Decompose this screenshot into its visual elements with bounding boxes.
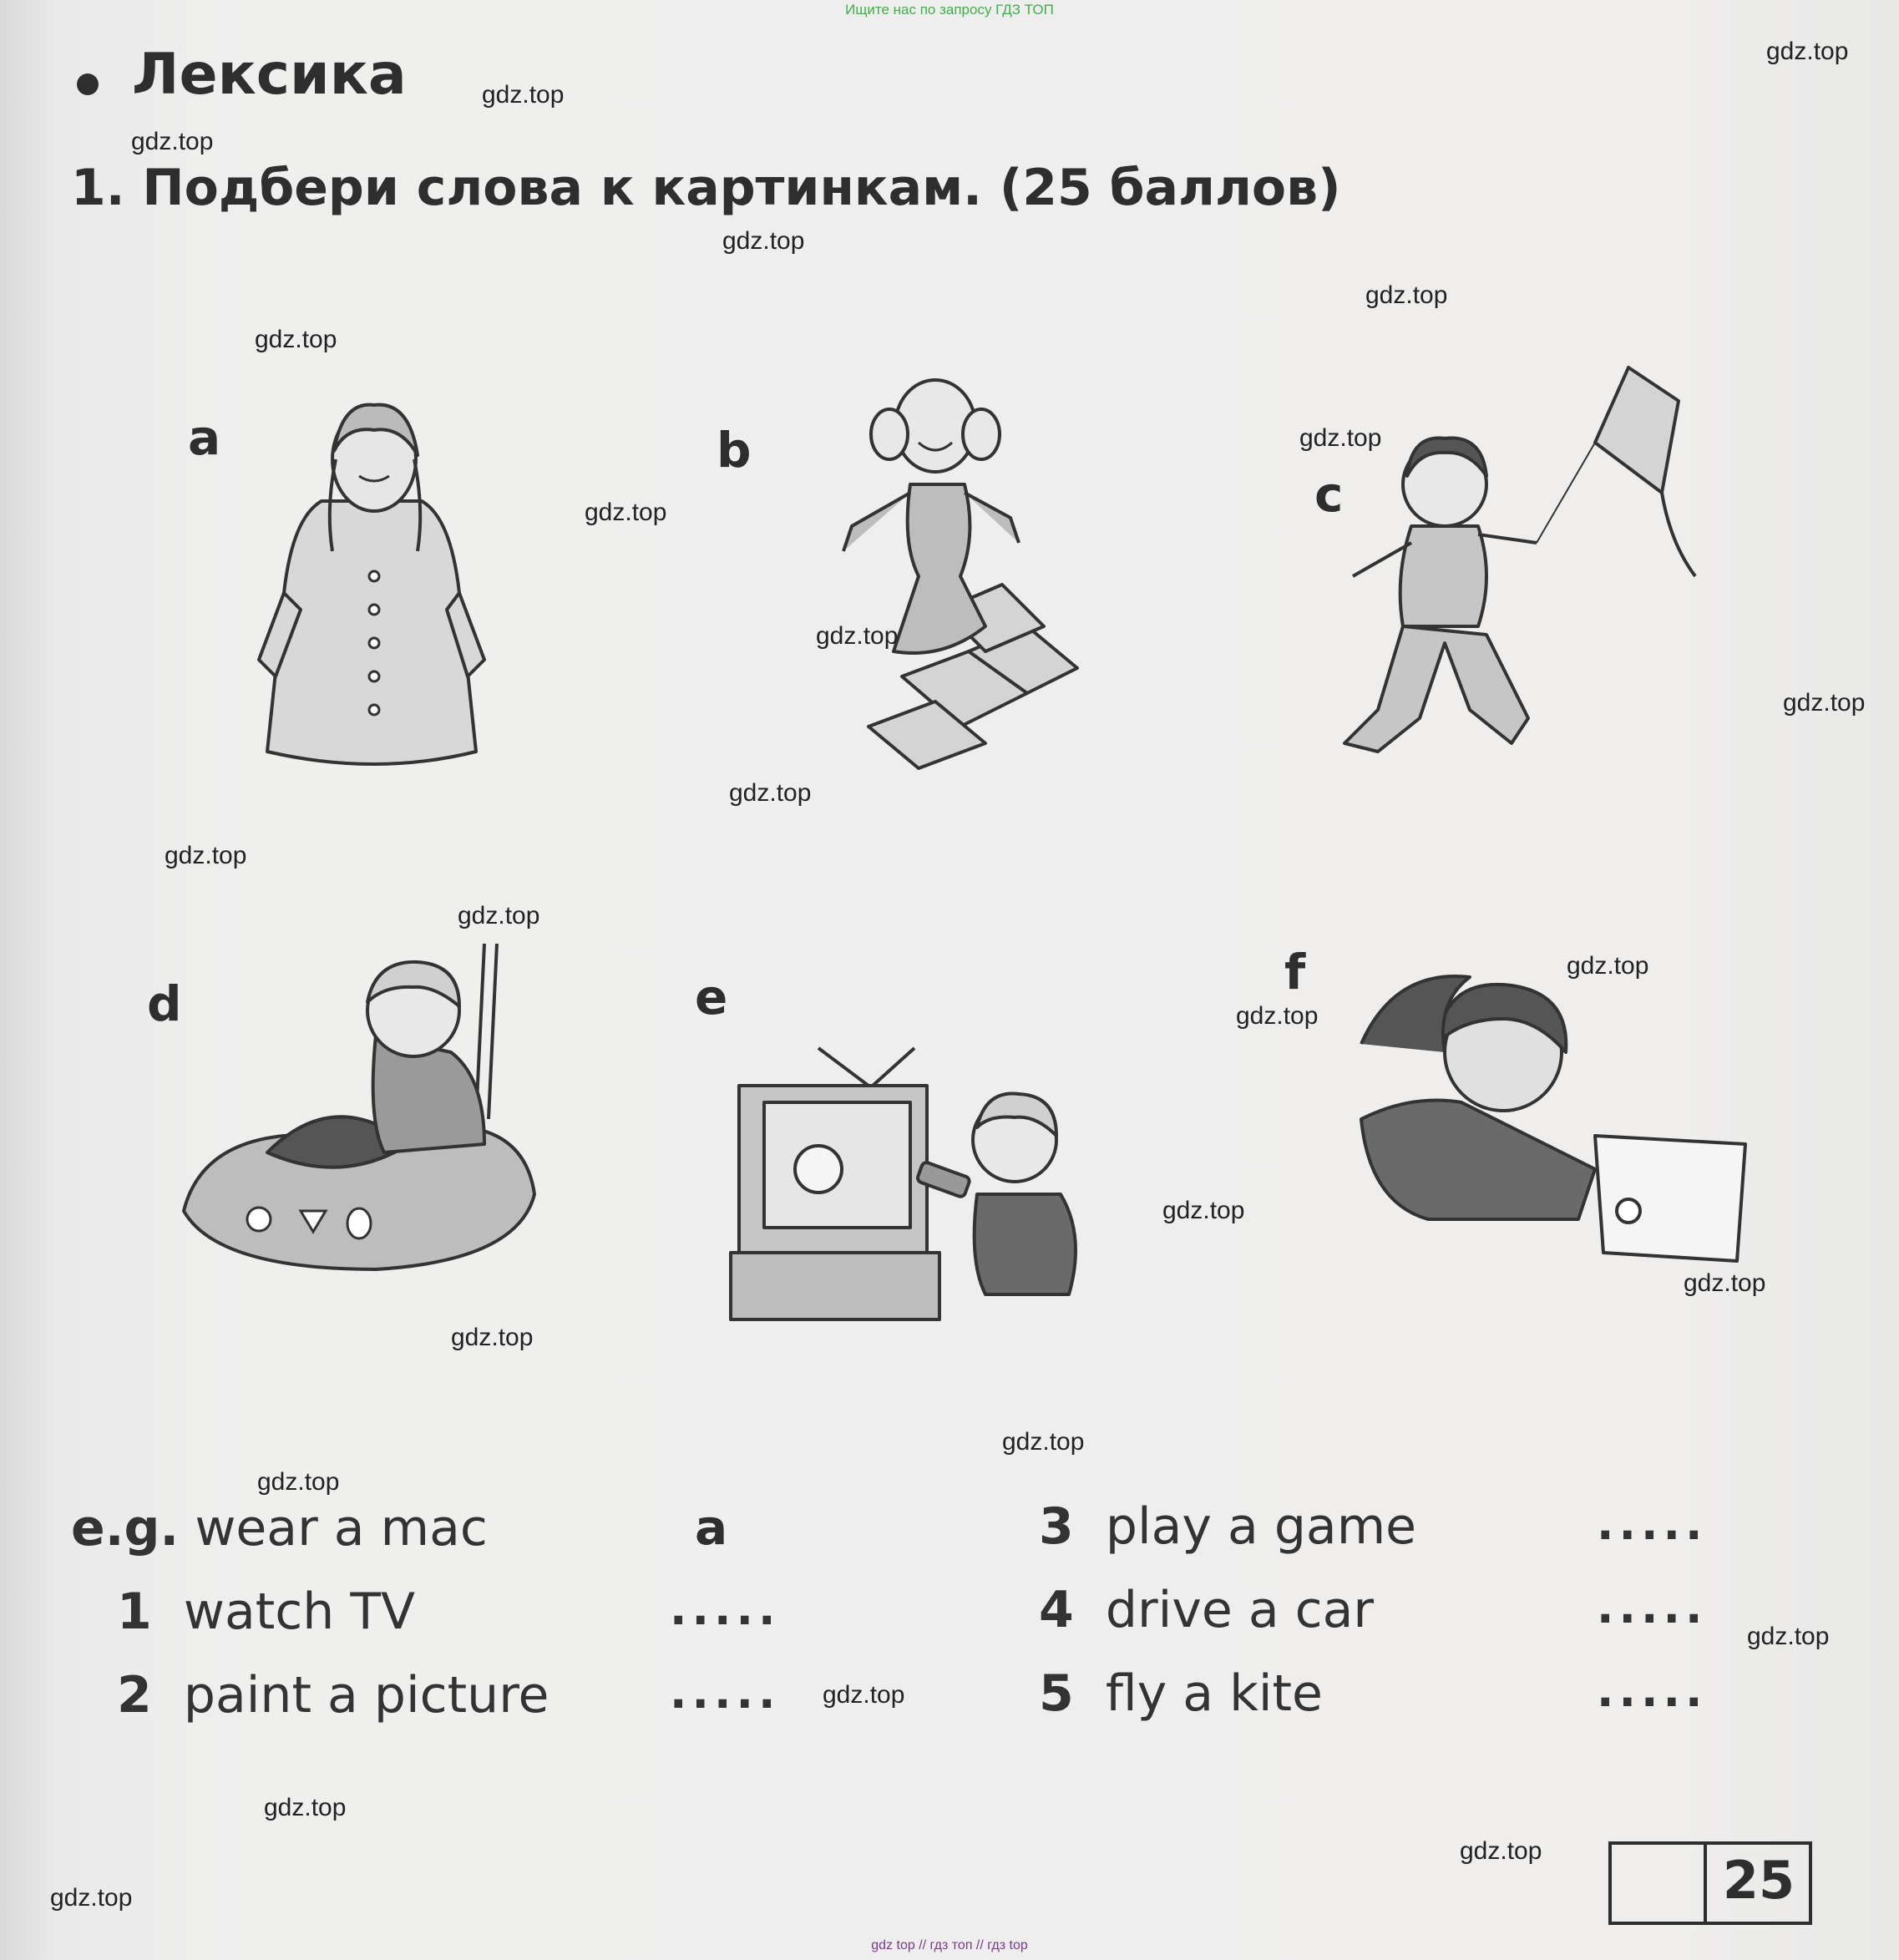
item-number: 1 xyxy=(117,1583,152,1641)
watermark: gdz.top xyxy=(1460,1837,1542,1865)
boy-flying-kite-illustration xyxy=(1328,359,1729,793)
girl-playing-hopscotch-illustration xyxy=(818,359,1102,777)
item-number: 2 xyxy=(117,1666,152,1724)
watermark: gdz.top xyxy=(458,902,540,929)
answer-blank-2[interactable]: ..... xyxy=(670,1666,781,1719)
top-banner[interactable]: Ищите нас по запросу ГДЗ ТОП xyxy=(845,2,1054,18)
item-phrase: play a game xyxy=(1105,1497,1417,1556)
watermark: gdz.top xyxy=(131,128,214,155)
watermark: gdz.top xyxy=(451,1324,534,1351)
watermark: gdz.top xyxy=(816,622,899,650)
item-number: 5 xyxy=(1039,1664,1074,1723)
answer-blank-1[interactable]: ..... xyxy=(670,1583,781,1635)
picture-letter-c: c xyxy=(1314,466,1344,523)
girl-drawing-picture-illustration xyxy=(1344,952,1762,1286)
watermark: gdz.top xyxy=(1299,424,1382,452)
picture-letter-d: d xyxy=(147,975,182,1032)
watermark: gdz.top xyxy=(1236,1002,1319,1030)
item-number: 4 xyxy=(1039,1581,1074,1639)
girl-watching-tv-illustration xyxy=(727,1044,1161,1328)
watermark: gdz.top xyxy=(1783,689,1866,717)
bullet-icon xyxy=(77,73,99,95)
bottom-banner[interactable]: gdz top // гдз топ // гдз top xyxy=(871,1938,1028,1952)
watermark: gdz.top xyxy=(1684,1269,1766,1297)
score-value: 25 xyxy=(1722,1850,1795,1911)
score-divider xyxy=(1704,1845,1707,1922)
watermark: gdz.top xyxy=(50,1884,133,1912)
answer-blank-4[interactable]: ..... xyxy=(1597,1581,1708,1633)
picture-letter-b: b xyxy=(717,422,752,479)
item-row-4 xyxy=(1039,1581,1374,1639)
watermark: gdz.top xyxy=(729,779,812,807)
item-row-1 xyxy=(117,1583,415,1641)
watermark: gdz.top xyxy=(1162,1197,1245,1224)
picture-letter-a: a xyxy=(188,409,221,466)
example-phrase: wear a mac xyxy=(195,1499,488,1557)
item-phrase: paint a picture xyxy=(183,1666,549,1724)
watermark: gdz.top xyxy=(585,499,667,526)
example-label: e.g. xyxy=(71,1499,180,1557)
item-row-3 xyxy=(1039,1497,1416,1556)
example-row xyxy=(71,1499,488,1557)
watermark: gdz.top xyxy=(1747,1623,1830,1650)
watermark: gdz.top xyxy=(165,842,247,869)
watermark: gdz.top xyxy=(264,1794,347,1821)
score-box xyxy=(1608,1841,1812,1925)
girl-in-raincoat-illustration xyxy=(242,384,509,785)
watermark: gdz.top xyxy=(823,1681,905,1709)
boy-in-bumper-car-illustration xyxy=(167,935,601,1319)
watermark: gdz.top xyxy=(257,1468,340,1496)
task-title: 1. Подбери слова к картинкам. (25 баллов) xyxy=(71,159,1341,217)
section-heading: Лексика xyxy=(132,42,407,108)
watermark: gdz.top xyxy=(1766,38,1849,65)
watermark: gdz.top xyxy=(482,81,565,109)
answer-blank-3[interactable]: ..... xyxy=(1597,1497,1708,1550)
watermark: gdz.top xyxy=(1365,281,1448,309)
watermark: gdz.top xyxy=(1567,952,1649,980)
item-phrase: drive a car xyxy=(1105,1581,1375,1639)
example-answer: a xyxy=(695,1499,728,1556)
picture-letter-e: e xyxy=(695,969,728,1026)
watermark: gdz.top xyxy=(722,227,805,255)
watermark: gdz.top xyxy=(255,326,337,353)
item-phrase: watch TV xyxy=(183,1583,416,1641)
item-row-2 xyxy=(117,1666,549,1724)
watermark: gdz.top xyxy=(1002,1428,1085,1456)
answer-blank-5[interactable]: ..... xyxy=(1597,1664,1708,1717)
picture-letter-f: f xyxy=(1284,944,1306,1000)
item-number: 3 xyxy=(1039,1497,1074,1556)
item-row-5 xyxy=(1039,1664,1323,1723)
item-phrase: fly a kite xyxy=(1105,1664,1323,1723)
